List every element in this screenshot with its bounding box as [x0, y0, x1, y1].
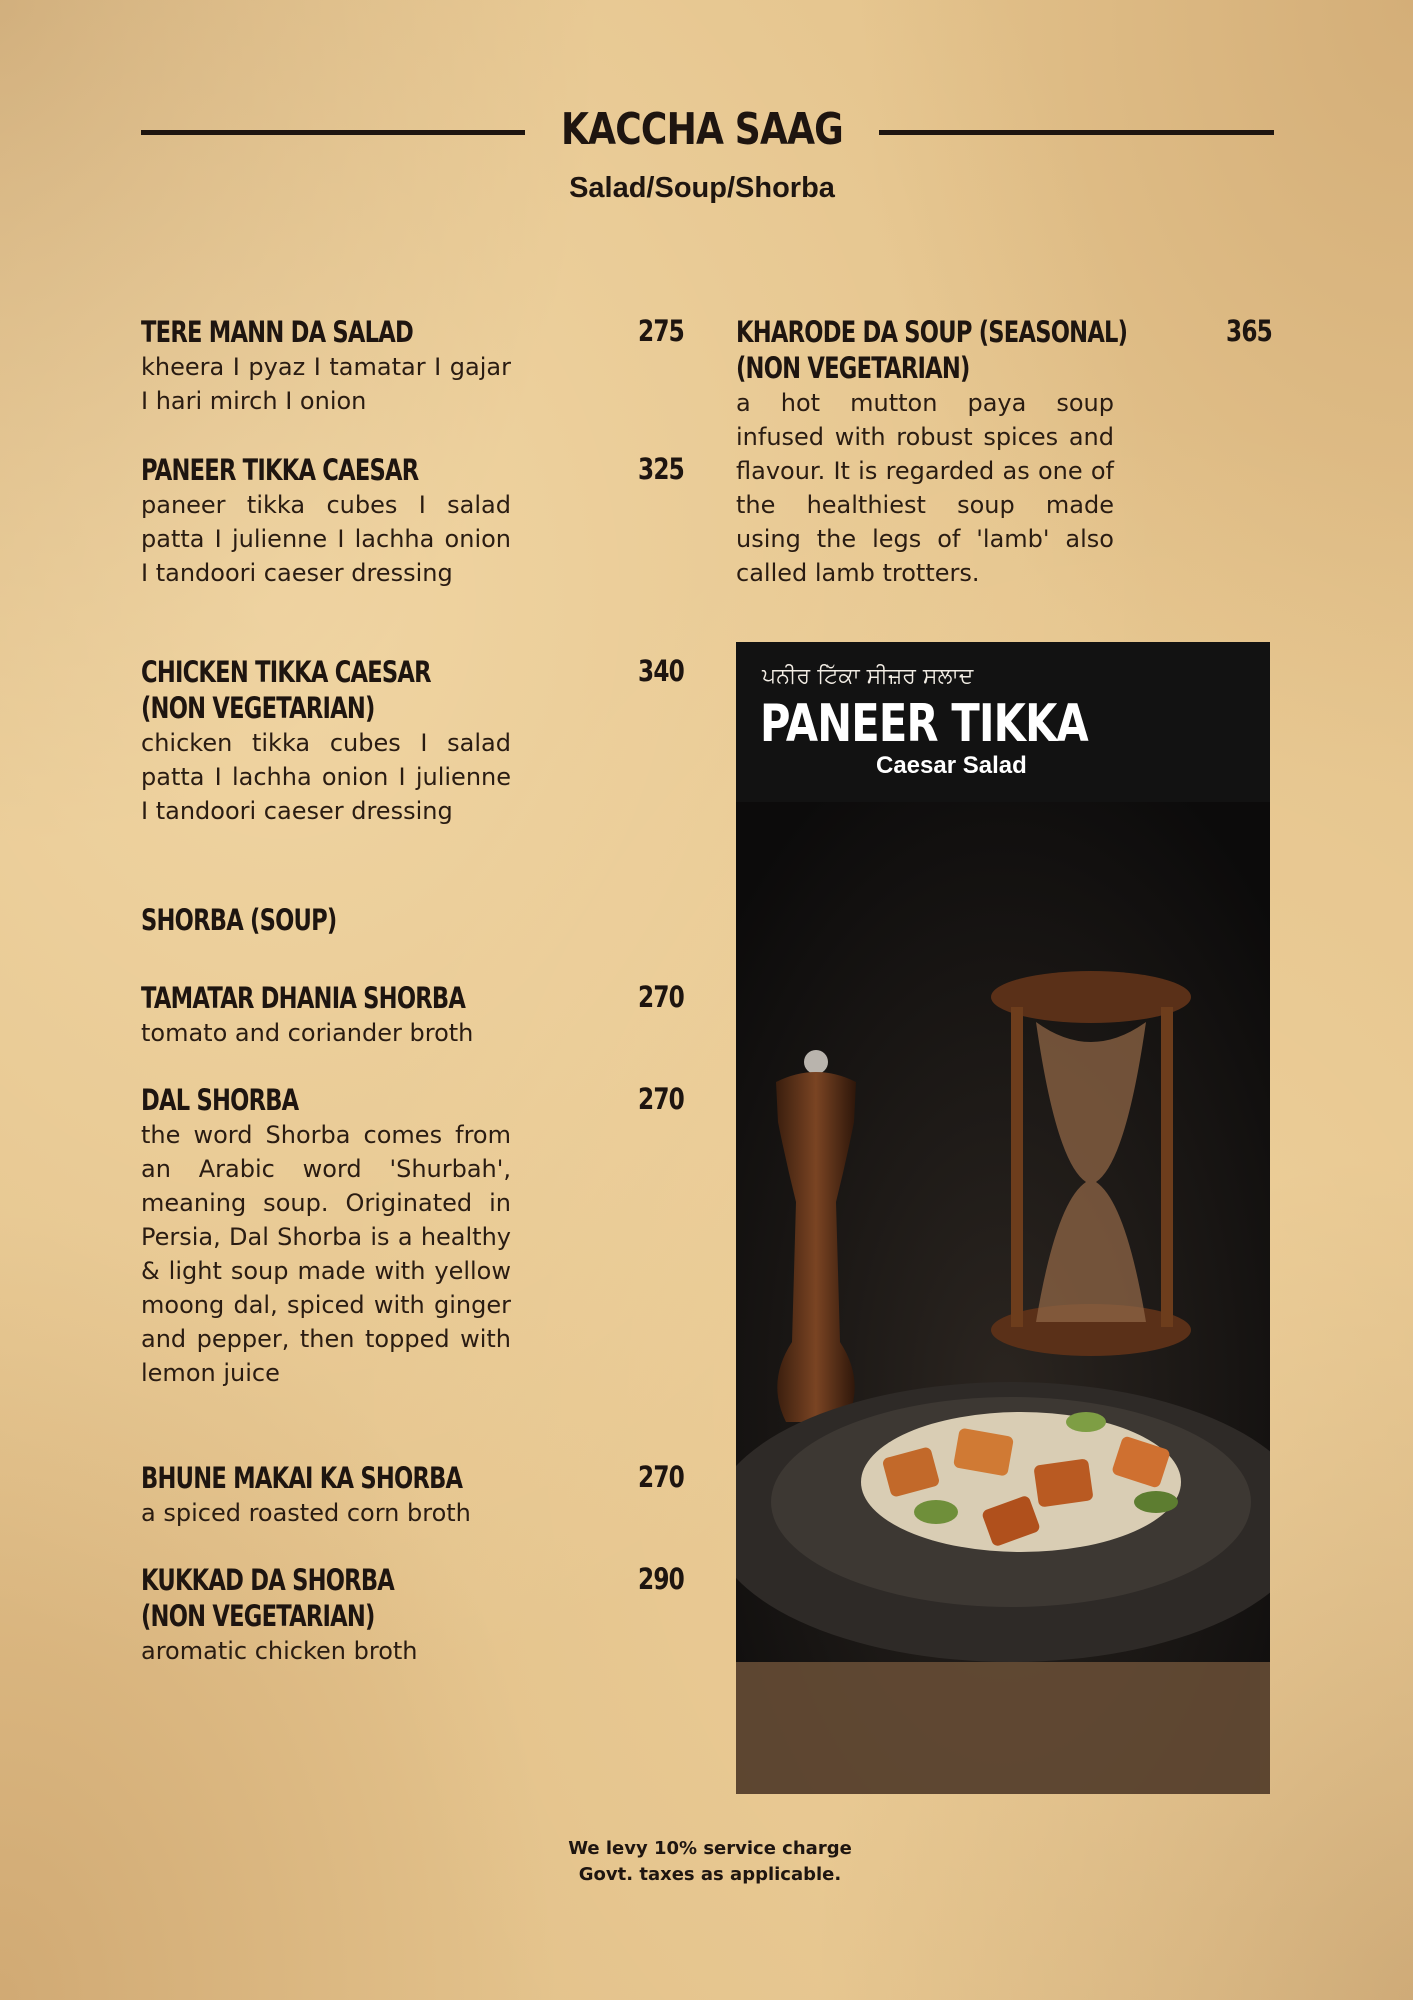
item-price: 270 — [638, 1460, 685, 1494]
menu-item-tere-mann-da-salad — [141, 314, 511, 418]
item-name: DAL SHORBA — [141, 1083, 299, 1117]
taxes-text: Govt. taxes as applicable. — [578, 1864, 842, 1885]
item-name-note: (NON VEGETARIAN) — [141, 1599, 375, 1633]
header-rule-right — [879, 130, 1274, 135]
menu-item-tamatar-dhania-shorba — [141, 980, 511, 1050]
section-heading-shorba — [141, 902, 392, 938]
menu-item-kharode-da-soup — [736, 314, 1128, 590]
item-name: CHICKEN TIKKA CAESAR — [141, 655, 431, 689]
item-name: KHARODE DA SOUP (SEASONAL) — [736, 315, 1128, 349]
menu-item-dal-shorba — [141, 1082, 511, 1390]
item-description: paneer tikka cubes I salad patta I julienne I lachha onion I tandoori caeser dressing — [141, 491, 511, 587]
item-description: the word Shorba comes from an Arabic word 'Shurbah', meaning soup. Originated in Persia, Dal Shorba is a healthy & light soup made with yellow moong dal, spiced with ginger and pepper, then topped with lemon juice — [141, 1121, 511, 1387]
item-description: kheera I pyaz I tamatar I gajar I hari mirch I onion — [141, 353, 511, 415]
menu-item-chicken-tikka-caesar — [141, 654, 511, 828]
photo-title: PANEER TIKKA — [760, 694, 1088, 754]
service-charge-text: We levy 10% service charge — [568, 1838, 852, 1859]
item-name: PANEER TIKKA CAESAR — [141, 453, 419, 487]
item-name: TAMATAR DHANIA SHORBA — [141, 981, 466, 1015]
photo-punjabi-caption: ਪਨੀਰ ਟਿੱਕਾ ਸੀਜ਼ਰ ਸਲਾਦ — [762, 664, 974, 689]
item-price: 340 — [638, 654, 685, 688]
item-name-note: (NON VEGETARIAN) — [736, 351, 970, 385]
item-name: BHUNE MAKAI KA SHORBA — [141, 1461, 463, 1495]
header-rule-left — [141, 130, 525, 135]
item-description: tomato and coriander broth — [141, 1019, 474, 1047]
item-price: 270 — [638, 1082, 685, 1116]
item-description: a spiced roasted corn broth — [141, 1499, 471, 1527]
page-title: KACCHA SAAG — [561, 104, 843, 155]
item-price: 325 — [638, 452, 685, 486]
item-description: chicken tikka cubes I salad patta I lachha onion I julienne I tandoori caeser dressing — [141, 729, 511, 825]
item-name: TERE MANN DA SALAD — [141, 315, 414, 349]
footer-note — [460, 1836, 960, 1888]
menu-item-paneer-tikka-caesar — [141, 452, 511, 590]
item-description: aromatic chicken broth — [141, 1637, 418, 1665]
item-price: 270 — [638, 980, 685, 1014]
section-heading: SHORBA (SOUP) — [141, 903, 337, 937]
item-price: 275 — [638, 314, 685, 348]
menu-page — [10, 12, 1403, 1988]
item-name: KUKKAD DA SHORBA — [141, 1563, 395, 1597]
page-subtitle: Salad/Soup/Shorba — [569, 172, 835, 204]
item-price: 290 — [638, 1562, 685, 1596]
item-description: a hot mutton paya soup infused with robust spices and flavour. It is regarded as one of the healthiest soup made using the legs of 'lamb' also called lamb trotters. — [736, 389, 1114, 587]
menu-item-kukkad-da-shorba — [141, 1562, 511, 1668]
photo-subtitle: Caesar Salad — [876, 752, 1027, 779]
item-price: 365 — [1226, 314, 1273, 348]
salad-plate-icon — [736, 1382, 1270, 1662]
salad-illustration — [736, 642, 1270, 1794]
item-name-note: (NON VEGETARIAN) — [141, 691, 375, 725]
dish-photo-panel — [736, 642, 1270, 1794]
menu-item-bhune-makai-ka-shorba — [141, 1460, 511, 1530]
